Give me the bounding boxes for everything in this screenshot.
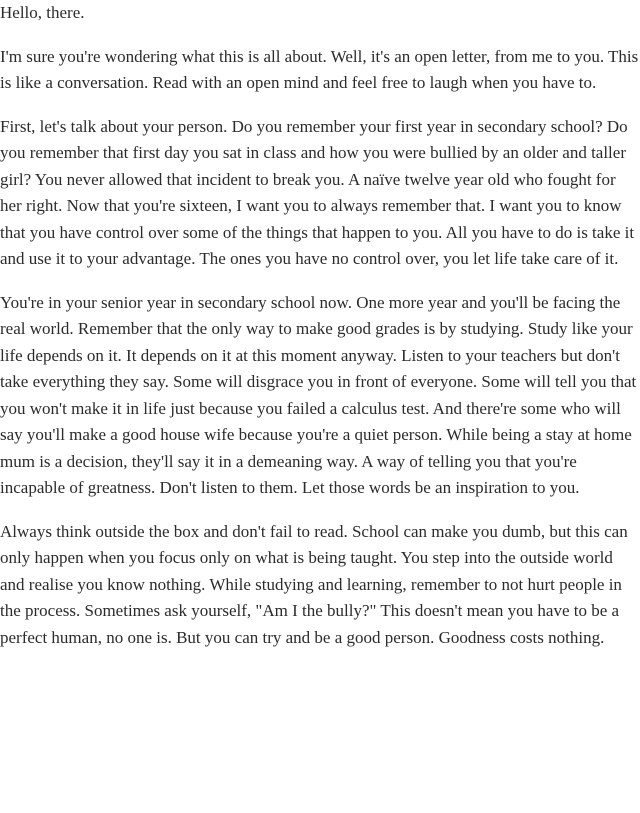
paragraph-intro: I'm sure you're wondering what this is all about. Well, it's an open letter, from me to you. This is like a conversation. Read with an open mind and feel free to laugh when you have to. bbox=[0, 46, 639, 92]
paragraph-think-outside-box: Always think outside the box and don't fail to read. School can make you dumb, but this can only happen when you focus only on what is being taught. You step into the outside world and realise you know nothing. While studying and learning, remember to not hurt people in the process. Sometimes ask yourself, "Am I the bully?" This doesn't mean you have to be a perfect human, no one is. But you can try and be a good person. Goodness costs nothing. bbox=[0, 521, 628, 647]
letter-greeting: Hello, there. bbox=[0, 3, 85, 22]
paragraph-senior-year: You're in your senior year in secondary school now. One more year and you'll be facing the real world. Remember that the only way to make good grades is by studying. Study like your life depends on it. It depends on it at this moment anyway. Listen to your teachers but don't take everything they say. Some will disgrace you in front of everyone. Some will tell you that you won't make it in life just because you failed a calculus test. And there're some who will say you'll make a good house wife because you're a quiet person. While being a stay at home mum is a decision, they'll say it in a demeaning way. A way of telling you that you're incapable of greatness. Don't listen to them. Let those words be an inspiration to you. bbox=[0, 292, 637, 497]
paragraph-first-year: First, let's talk about your person. Do you remember your first year in secondary school? Do you remember that first day you sat in class and how you were bullied by an older and taller girl? You never allowed that incident to break you. A naïve twelve year old who fought for her right. Now that you're sixteen, I want you to always remember that. I want you to know that you have control over some of the things that happen to you. All you have to do is take it and use it to your advantage. The ones you have no control over, you let life take care of it. bbox=[0, 116, 635, 268]
